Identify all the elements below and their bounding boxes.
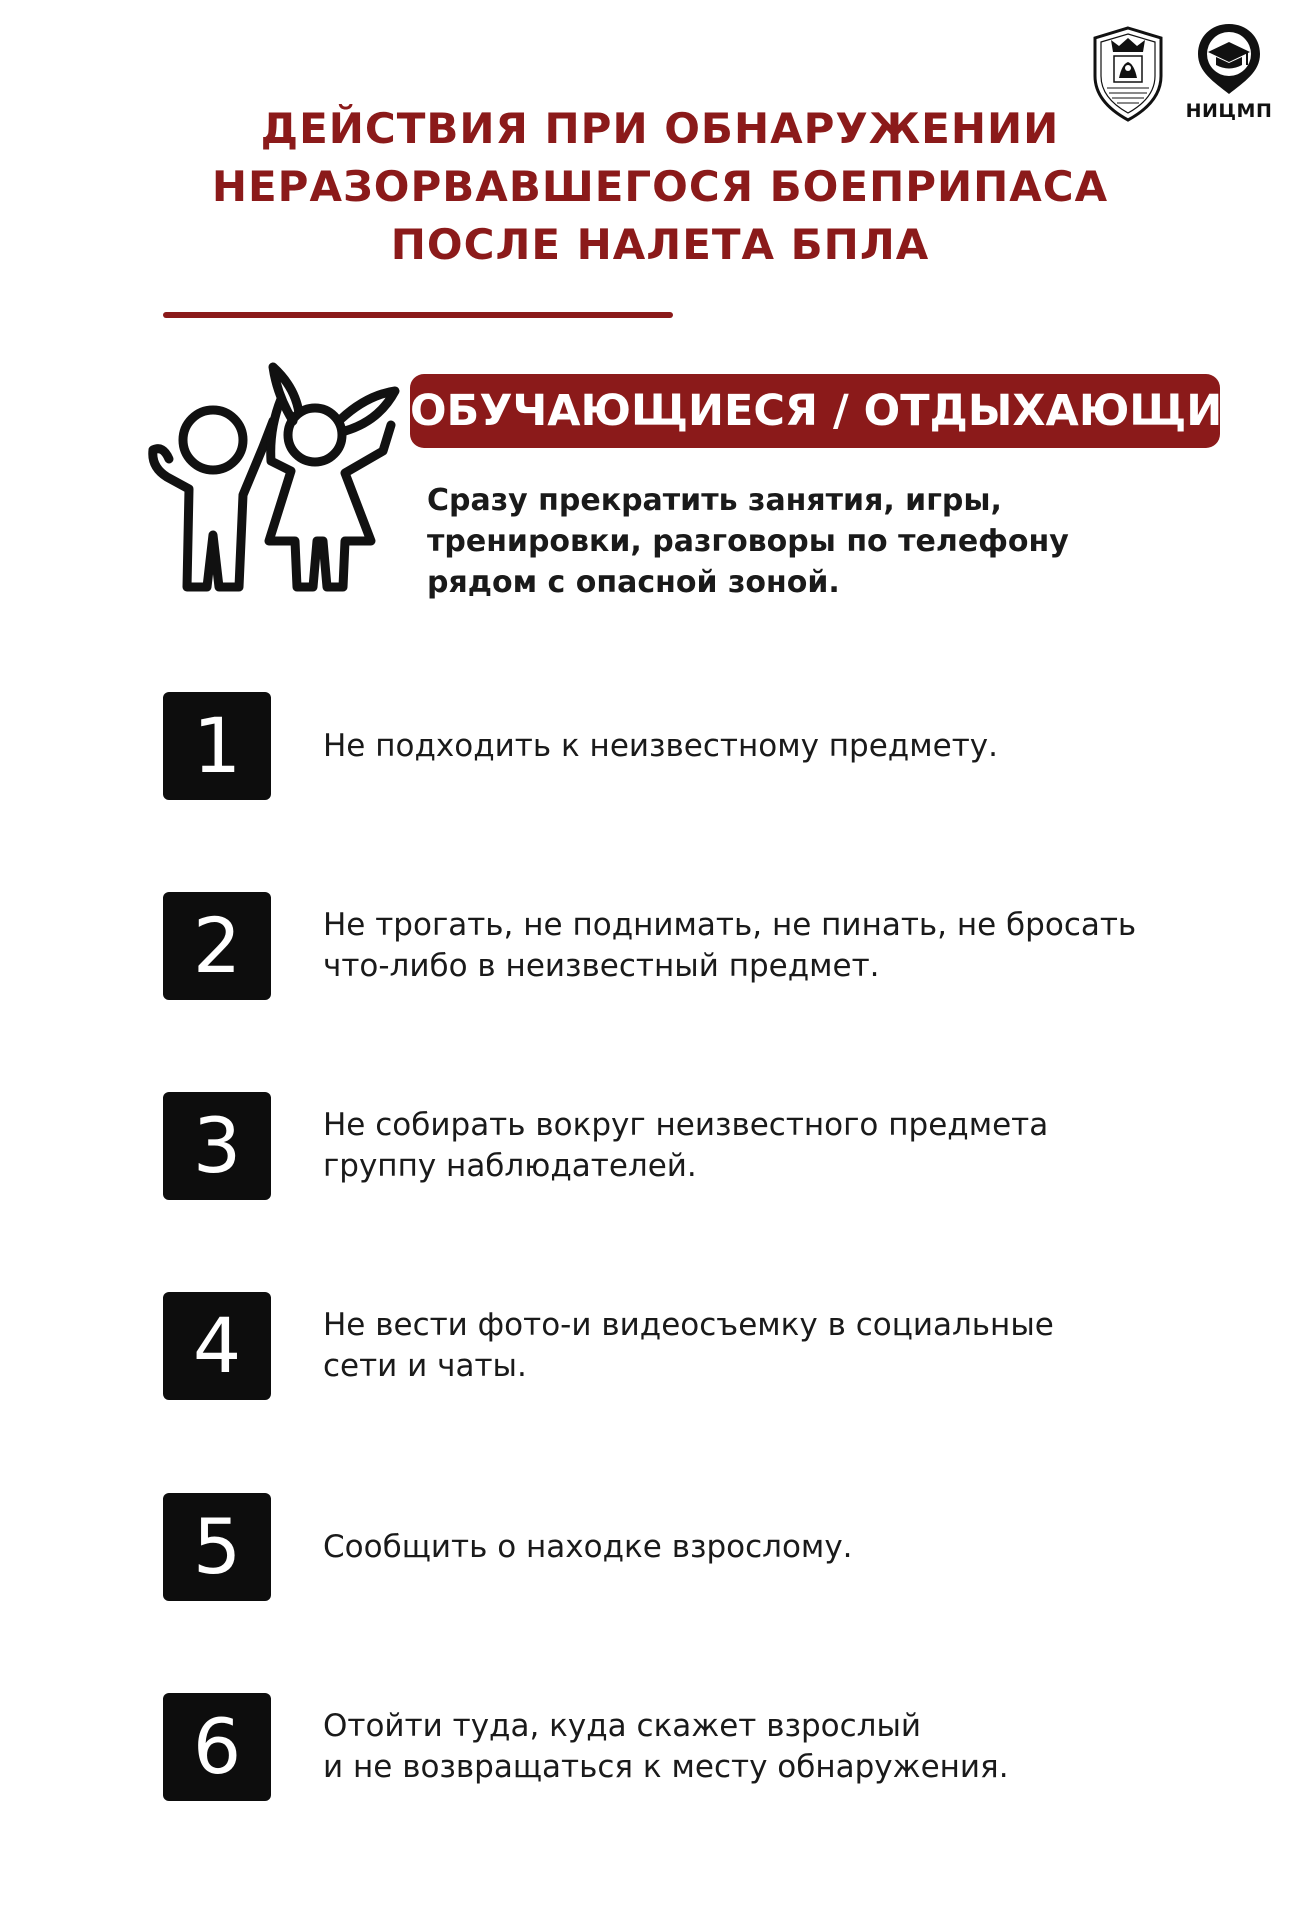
step-text [323, 1092, 1213, 1200]
page-title [120, 100, 1200, 274]
step-text [323, 892, 1213, 1000]
step-text-line: группу наблюдателей. [323, 1148, 697, 1184]
nicmp-logo-text: НИЦМП [1185, 100, 1273, 122]
step-number-box: 5 [163, 1493, 271, 1601]
step-text-line: сети и чаты. [323, 1348, 527, 1384]
step-text-line: Не трогать, не поднимать, не пинать, не бросать [323, 907, 1137, 943]
step-text-line: Не вести фото-и видеосъемку в социальные [323, 1307, 1054, 1343]
category-badge: ОБУЧАЮЩИЕСЯ / ОТДЫХАЮЩИЕ [410, 374, 1220, 448]
children-playing-icon [145, 355, 400, 605]
step-number-box: 1 [163, 692, 271, 800]
step-5 [163, 1493, 1223, 1605]
step-1 [163, 692, 1223, 804]
intro-line: рядом с опасной зоной. [427, 565, 840, 600]
step-text-line: Отойти туда, куда скажет взрослый [323, 1708, 922, 1744]
intro-text [427, 480, 1187, 603]
intro-line: тренировки, разговоры по телефону [427, 524, 1069, 559]
title-divider [163, 312, 673, 318]
step-number-box: 2 [163, 892, 271, 1000]
step-text [323, 1292, 1213, 1400]
step-text-line: Не собирать вокруг неизвестного предмета [323, 1107, 1049, 1143]
step-text-line: и не возвращаться к месту обнаружения. [323, 1749, 1009, 1785]
step-text [323, 692, 1213, 800]
step-text-line: Сообщить о находке взрослому. [323, 1528, 853, 1565]
title-line: НЕРАЗОРВАВШЕГОСЯ БОЕПРИПАСА [211, 162, 1109, 211]
step-text [323, 1493, 1213, 1601]
title-line: ДЕЙСТВИЯ ПРИ ОБНАРУЖЕНИИ [260, 104, 1060, 153]
step-text [323, 1693, 1213, 1801]
graduation-cap-pin-icon [1194, 22, 1264, 96]
step-number-box: 6 [163, 1693, 271, 1801]
step-number-box: 4 [163, 1292, 271, 1400]
step-number-box: 3 [163, 1092, 271, 1200]
step-3 [163, 1092, 1223, 1204]
step-text-line: Не подходить к неизвестному предмету. [323, 727, 998, 764]
title-line: ПОСЛЕ НАЛЕТА БПЛА [390, 220, 930, 269]
step-4 [163, 1292, 1223, 1404]
step-2 [163, 892, 1223, 1004]
intro-line: Сразу прекратить занятия, игры, [427, 483, 1002, 518]
step-6 [163, 1693, 1223, 1805]
step-text-line: что-либо в неизвестный предмет. [323, 948, 880, 984]
